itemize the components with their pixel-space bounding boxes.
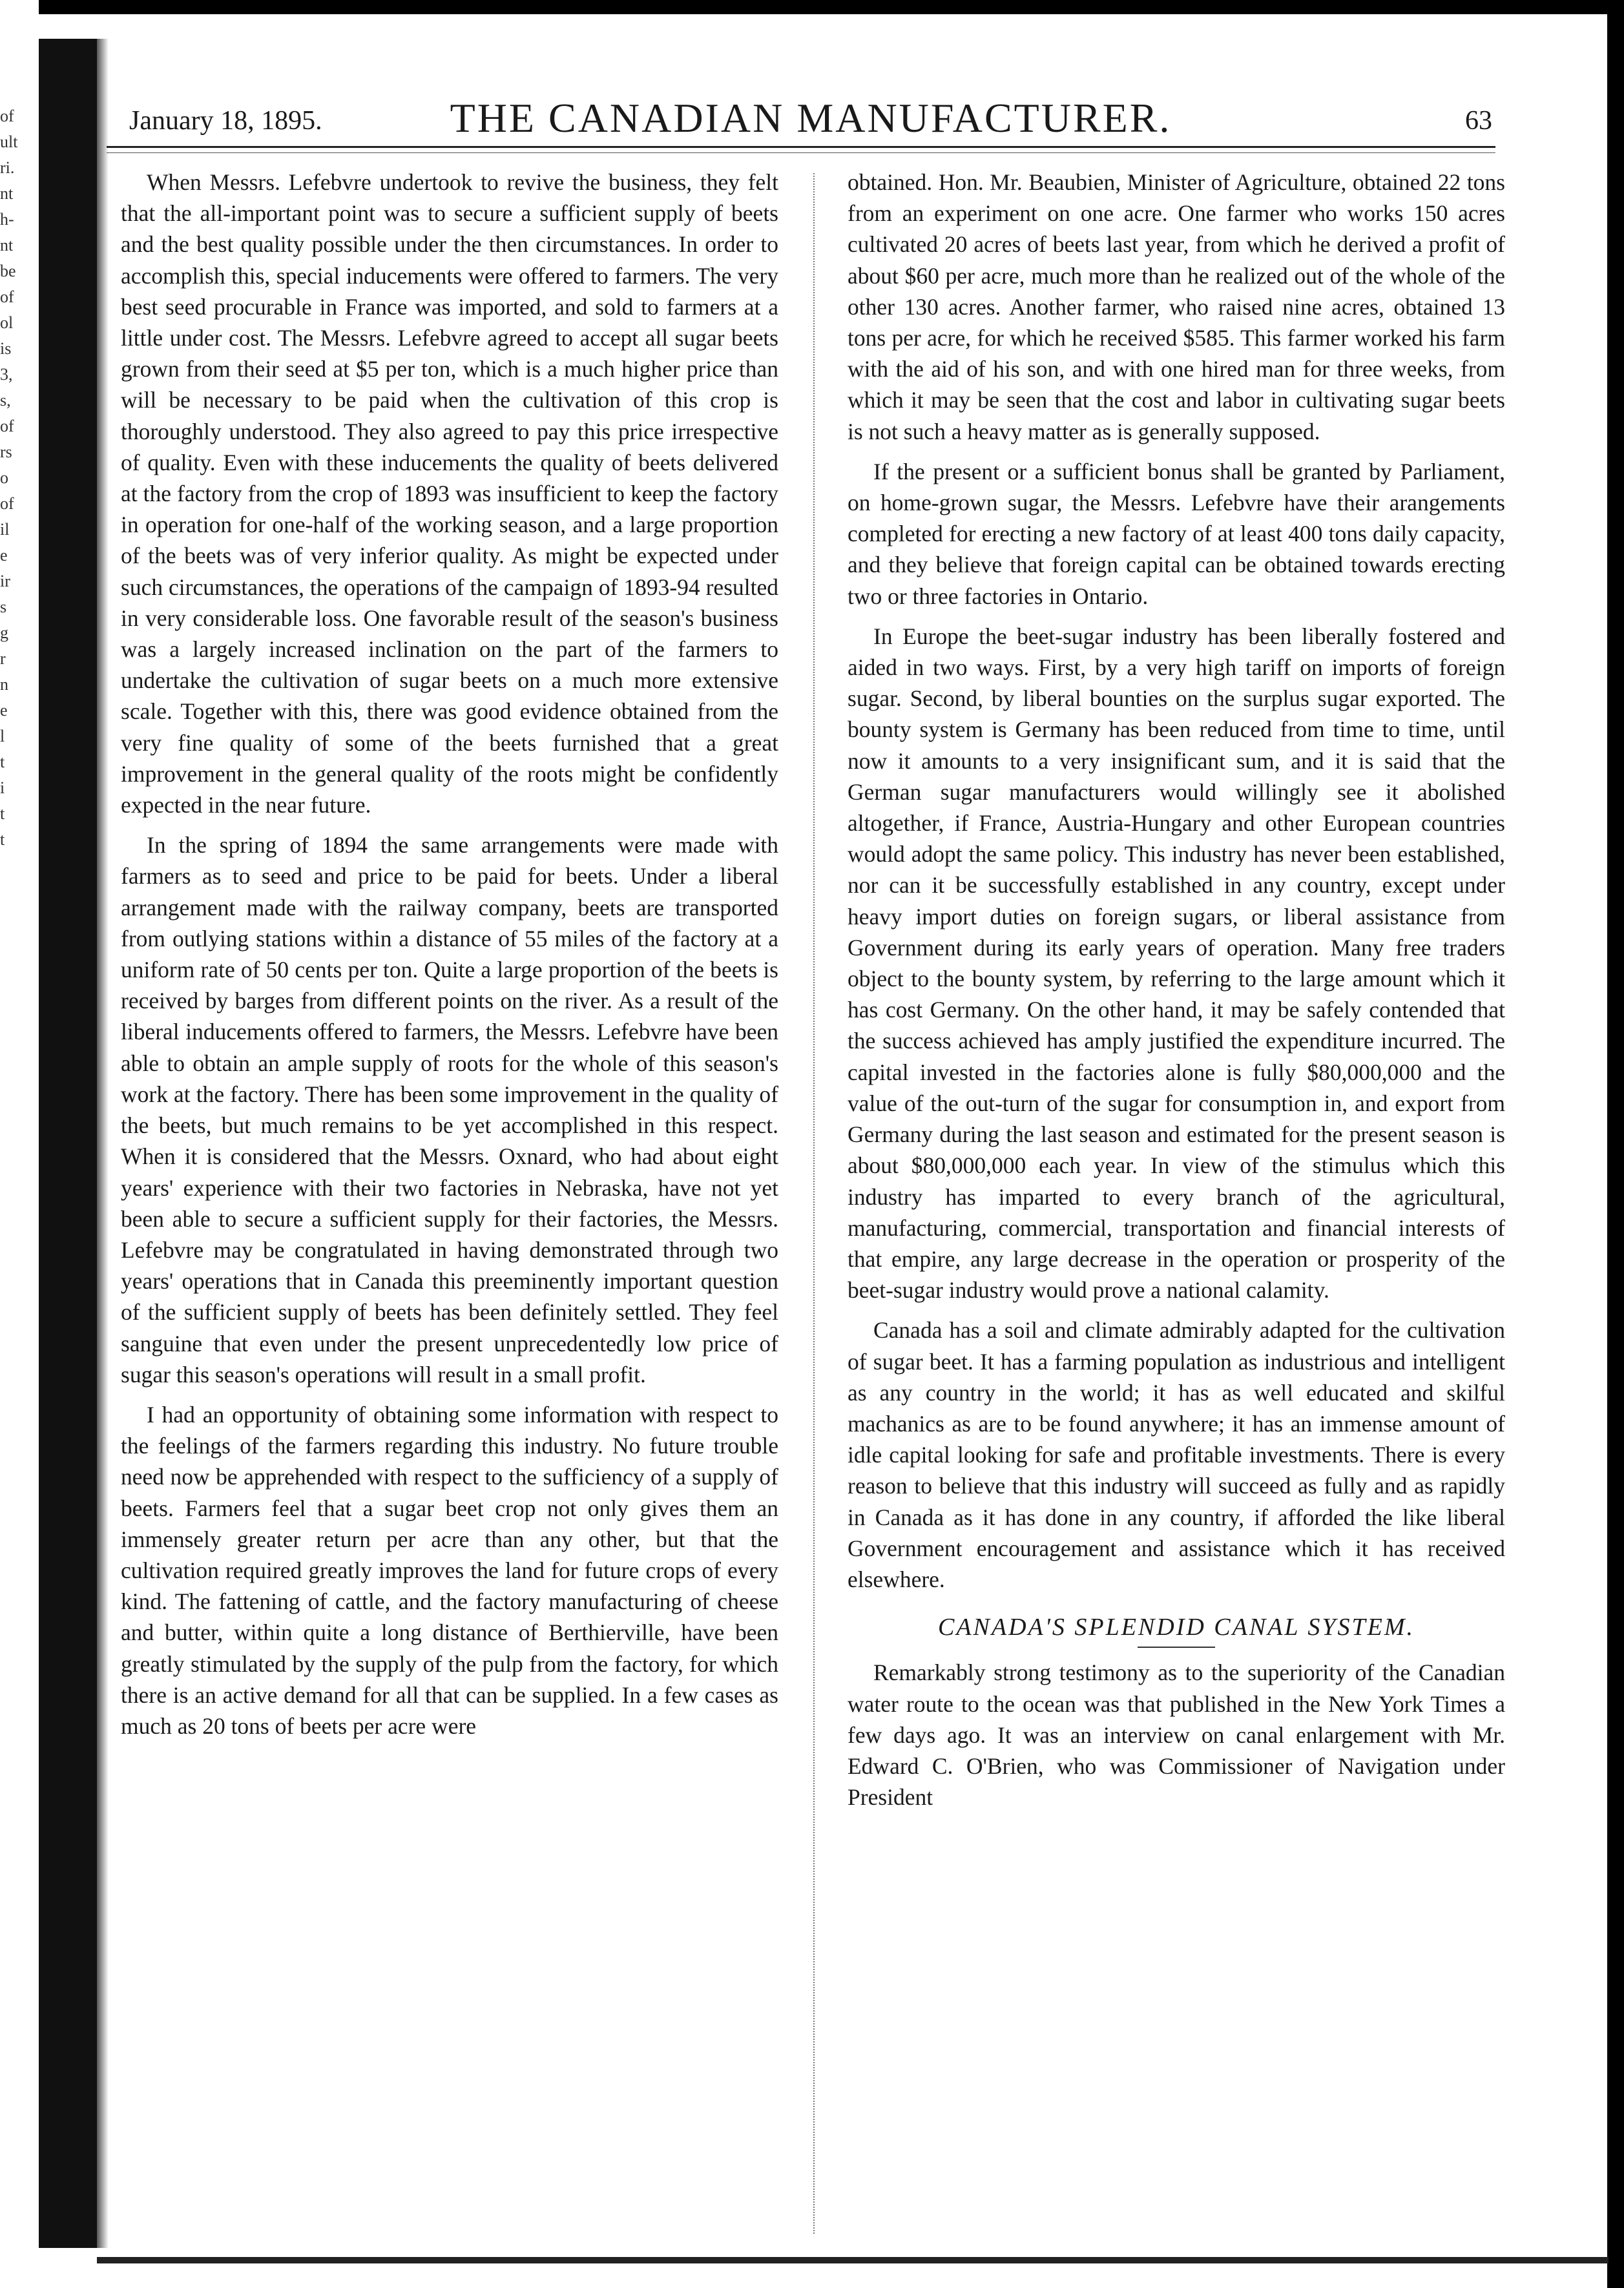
bleed-fragment: s,: [0, 391, 11, 410]
scan-border-left: [39, 39, 97, 2248]
scan-border-top: [39, 0, 1615, 14]
bleed-fragment: t: [0, 753, 5, 771]
bleed-fragment: e: [0, 546, 8, 565]
scan-border-right: [1607, 0, 1624, 2288]
bleed-fragment: ir: [0, 572, 10, 590]
adjacent-page-bleed: [0, 103, 36, 853]
header-rule-thin: [107, 152, 1495, 153]
bleed-fragment: e: [0, 701, 8, 720]
article-paragraph: Remarkably strong testimony as to the superiority of the Canadian water route to the ocean was that published in the New York Times a few days ago. It was an interview on canal enlargement with Mr. Edward C. O'Brien, who was Commissioner of Navigation under President: [848, 1659, 1505, 1811]
bleed-fragment: s: [0, 598, 7, 616]
right-column: [848, 167, 1505, 2247]
article-paragraph: Canada has a soil and climate admirably adapted for the cultivation of sugar beet. It has a farming population as industrious and intelligent as any country in the world; it has as well educated and skilful machanics as are to be found anywhere; it has an immense amount of idle capital looking for safe and profitable investments. There is every reason to believe that this industry will succeed as fully and as rapidly in Canada as it has done in any country, if afforded the like liberal Government encouragement and assistance which it has received elsewhere.: [848, 1317, 1505, 1592]
article-paragraph: In the spring of 1894 the same arrangements were made with farmers as to seed and price to be paid for beets. Under a liberal arrangement made with the railway company, beets are transported from outlying stations within a distance of 55 miles of the factory at a uniform rate of 50 cents per ton. Quite a large proportion of the beets is received by barges from different points on the river. As a result of the liberal inducements offered to farmers, the Messrs. Lefebvre have been able to obtain an ample supply of roots for the whole of this season's work at the factory. There has been some improvement in the quality of the beets, but much remains to be yet accomplished in this respect. When it is considered that the Messrs. Oxnard, who had about eight years' experience with their two factories in Nebraska, have not yet been able to secure a sufficient supply for their factories, the Messrs. Lefebvre may be congratulated in having demonstrated through two years' operations that in Canada this preeminently important question of the sufficient supply of beets has been definitely settled. They feel sanguine that even under the present unprecedentedly low price of sugar this season's operations will result in a small profit.: [121, 832, 778, 1388]
page-header: [129, 89, 1492, 147]
bleed-fragment: g: [0, 623, 8, 642]
bleed-fragment: i: [0, 778, 5, 797]
bleed-fragment: il: [0, 520, 10, 539]
bleed-fragment: o: [0, 468, 8, 487]
bleed-fragment: of: [0, 417, 14, 435]
scan-shadow-left: [97, 39, 109, 2248]
article-paragraph: obtained. Hon. Mr. Beaubien, Minister of Agriculture, obtained 22 tons from an experiment on one acre. One farmer who works 150 acres cultivated 20 acres of beets last year, from which he derived a profit of about $60 per acre, much more than he realized out of the whole of the other 130 acres. Another farmer, who raised nine acres, obtained 13 tons per acre, for which he received $585. This farmer worked his farm with the aid of his son, and with one hired man for three weeks, from which it may be seen that the cost and labor in cultivating sugar beets is not such a heavy matter as is generally supposed.: [848, 169, 1505, 444]
article-paragraph: I had an opportunity of obtaining some information with respect to the feelings of the farmers regarding this industry. No future trouble need now be apprehended with respect to the sufficiency of a supply of beets. Farmers feel that a sugar beet crop not only gives them an immensely greater return per acre than any other, but that the cultivation required greatly improves the land for future crops of every kind. The fattening of cattle, and the factory manufacturing of cheese and butter, within quite a long distance of Berthierville, have been greatly stimulated by the supply of the pulp from the factory, for which there is an active demand for all that can be supplied. In a few cases as much as 20 tons of beets per acre were: [121, 1401, 778, 1739]
column-divider: [813, 173, 815, 2234]
article-paragraph: In Europe the beet-sugar industry has been liberally fostered and aided in two ways. First, by a very high tariff on imports of foreign sugar. Second, by liberal bounties on the surplus sugar exported. The bounty system is Germany has been reduced from time to time, until now it amounts to a very insignificant sum, and it is said that the German sugar manufacturers would willingly see it abolished altogether, if France, Austria-Hungary and other European countries would adopt the same policy. This industry has never been established, nor can it be successfully established in any country, except under heavy import duties on foreign sugars, or liberal assistance from Government during its early years of operation. Many free traders object to the bounty system, by referring to the large amount which it has cost Germany. On the other hand, it may be safely contended that the success achieved has amply justified the expenditure incurred. The capital invested in the factories alone is fully $80,000,000 and the value of the out-turn of the sugar for consumption in, and export from Germany during the last season and estimated for the present season is about $80,000,000 each year. In view of the stimulus which this industry has imparted to every branch of the agricultural, manufacturing, commercial, transportation and financial interests of that empire, any large decrease in the operation or prosperity of the beet-sugar industry would prove a national calamity.: [848, 623, 1505, 1304]
bleed-fragment: r: [0, 649, 6, 668]
bleed-fragment: nt: [0, 236, 14, 255]
scan-border-bottom: [97, 2257, 1608, 2263]
bleed-fragment: be: [0, 262, 16, 280]
bleed-fragment: h-: [0, 210, 14, 229]
bleed-fragment: is: [0, 339, 12, 358]
bleed-fragment: l: [0, 727, 5, 745]
bleed-fragment: of: [0, 494, 14, 513]
issue-date: January 18, 1895.: [129, 106, 322, 136]
bleed-fragment: t: [0, 830, 5, 849]
page-number: 63: [1465, 106, 1492, 136]
bleed-fragment: rs: [0, 442, 12, 461]
bleed-fragment: of: [0, 107, 14, 125]
article-paragraph: If the present or a sufficient bonus shall be granted by Parliament, on home-grown sugar, the Messrs. Lefebvre have their arangements completed for erecting a new factory of at least 400 tons daily capacity, and they believe that foreign capital can be obtained towards erecting two or three factories in Ontario.: [848, 458, 1505, 609]
section-heading-rule: [1138, 1647, 1215, 1648]
publication-title: THE CANADIAN MANUFACTURER.: [450, 95, 1172, 141]
bleed-fragment: ri.: [0, 158, 15, 177]
bleed-fragment: ol: [0, 313, 14, 332]
bleed-fragment: 3,: [0, 365, 13, 384]
bleed-fragment: nt: [0, 184, 14, 203]
bleed-fragment: n: [0, 675, 8, 694]
bleed-fragment: of: [0, 287, 14, 306]
article-paragraph: When Messrs. Lefebvre undertook to revive the business, they felt that the all-important point was to secure a sufficient supply of beets and the best quality possible under the then circumstances. In order to accomplish this, special inducements were offered to farmers. The very best seed procurable in France was imported, and sold to farmers at a little under cost. The Messrs. Lefebvre agreed to accept all sugar beets grown from their seed at $5 per ton, which is a much higher price than will be necessary to be paid when the cultivation of this crop is thoroughly understood. They also agreed to pay this price irrespective of quality. Even with these inducements the quality of beets delivered at the factory from the crop of 1893 was insufficient to keep the factory in operation for one-half of the working season, and a large proportion of the beets was of very inferior quality. As might be expected under such circumstances, the operations of the campaign of 1893-94 resulted in very considerable loss. One favorable result of the season's business was a largely increased inclination on the part of the farmers to undertake the cultivation of sugar beets on a much more extensive scale. Together with this, there was good evidence obtained from the very fine quality of some of the beets furnished that a great improvement in the general quality of the roots might be confidently expected in the near future.: [121, 169, 778, 818]
bleed-fragment: ult: [0, 132, 18, 151]
header-rule: [107, 146, 1495, 148]
left-column: [121, 167, 778, 2247]
section-heading: CANADA'S SPLENDID CANAL SYSTEM.: [937, 1614, 1415, 1641]
bleed-fragment: t: [0, 804, 5, 823]
